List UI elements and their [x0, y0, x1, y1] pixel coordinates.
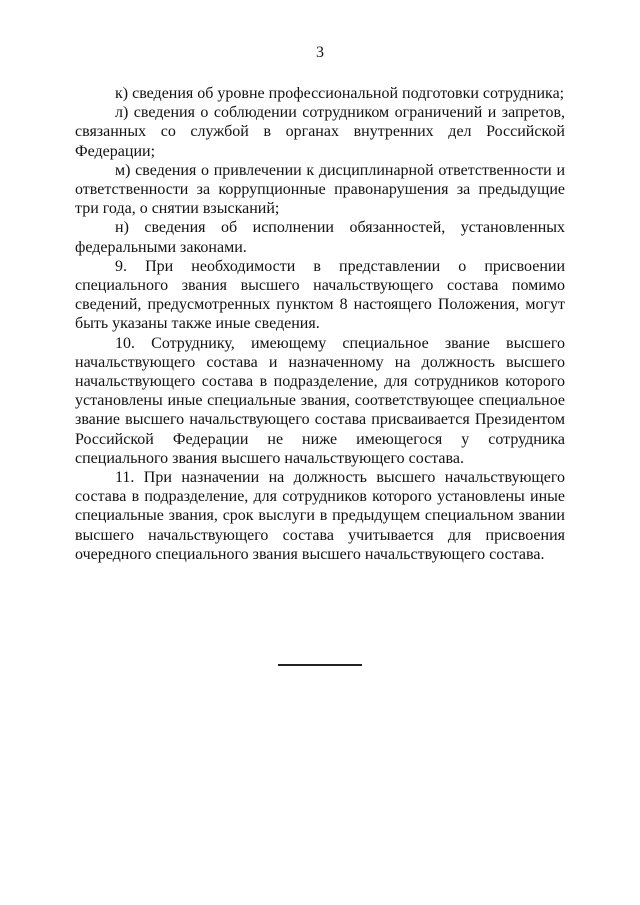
paragraph-9: 9. При необходимости в представлении о присвоении специального звания высшего начальствующего состава помимо сведений, предусмотренных пунктом 8 настоящего Положения, могут быть указаны также иные сведения. [75, 257, 565, 333]
end-separator-line [278, 664, 362, 666]
page-number: 3 [316, 44, 324, 61]
paragraph-10: 10. Сотруднику, имеющему специальное звание высшего начальствующего состава и назначенному на должность высшего начальствующего состава в подразделение, для сотрудников которого установлены иные специальные звания, соответствующее специальное звание высшего начальствующего состава присваивается Президентом Российской Федерации не ниже имеющегося у сотрудника специального звания высшего начальствующего состава. [75, 334, 565, 467]
paragraph-l: л) сведения о соблюдении сотрудником ограничений и запретов, связанных со службой в органах внутренних дел Российской Федерации; [75, 104, 565, 160]
paragraph-m: м) сведения о привлечении к дисциплинарной ответственности и ответственности за коррупционные правонарушения за предыдущие три года, о снятии взысканий; [75, 161, 565, 218]
document-body [75, 84, 565, 564]
paragraph-n: н) сведения об исполнении обязанностей, установленных федеральными законами. [75, 219, 565, 256]
paragraph-11: 11. При назначении на должность высшего начальствующего состава в подразделение, для сотрудников которого установлены иные специальные звания, срок выслуги в предыдущем специальном звании высшего начальствующего состава учитывается для присвоения очередного специального звания высшего начальствующего состава. [75, 469, 565, 563]
paragraph-k: к) сведения об уровне профессиональной подготовки сотрудника; [115, 85, 565, 102]
